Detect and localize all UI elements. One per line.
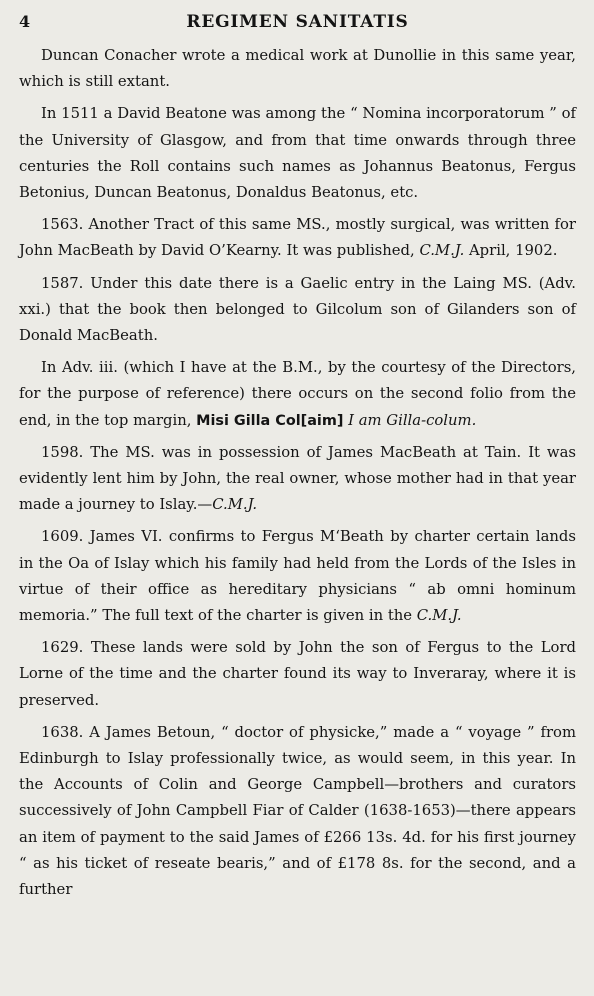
paragraph-text: In Adv. iii. (which I have at the B.M., by the courtesy of the Directors, for the purpose of reference) there occurs on the second folio from the end, in the top margin, [19, 359, 576, 429]
paragraph-text: 1609. James VI. confirms to Fergus M‘Beath by charter certain lands in the Oa of Islay which his family had held from the Lords of the Isles in virtue of their office as hereditary physicians “ ab omni hominum memoria.” The full text of the charter is given in the [19, 528, 576, 625]
gaelic-inscription-bold: Misi Gilla Col[aim] [196, 412, 344, 429]
running-title: REGIMEN SANITATIS [186, 12, 409, 32]
citation-italic: C.M.J. [416, 607, 462, 625]
paragraph-9 [19, 720, 576, 903]
paragraph-text: 1638. A James Betoun, “ doctor of physicke,” made a “ voyage ” from Edinburgh to Islay professionally twice, as would seem, in this year. In the Accounts of Colin and George Campbell—brothers and curators successively of John Campbell Fiar of Calder (1638-1653)—there appears an item of payment to the said James of £266 13s. 4d. for his first journey “ as his ticket of reseate bearis,” and of £178 8s. for the second, and a further [19, 723, 576, 899]
paragraph-8 [19, 635, 576, 714]
paragraph-text: 1563. Another Tract of this same MS., mostly surgical, was written for John MacBeath by David O’Kearny. It was published, [19, 216, 576, 260]
page-body [19, 43, 576, 903]
translation-italic: I am Gilla-colum. [348, 411, 477, 429]
page-number: 4 [19, 12, 31, 31]
paragraph-text: 1598. The MS. was in possession of James MacBeath at Tain. It was evidently lent him by John, the real owner, whose mother had in that year made a journey to Islay.— [19, 443, 576, 514]
paragraph-4 [19, 271, 576, 350]
citation-italic: C.M.J. [212, 496, 258, 514]
paragraph-text: Duncan Conacher wrote a medical work at Dunollie in this same year, which is still extant. [19, 47, 576, 91]
page-header [19, 10, 576, 36]
paragraph-text: 1629. These lands were sold by John the son of Fergus to the Lord Lorne of the time and the charter found its way to Inveraray, where it is preserved. [19, 639, 576, 709]
paragraph-3 [19, 212, 576, 264]
paragraph-7 [19, 524, 576, 629]
paragraph-2 [19, 101, 576, 206]
paragraph-5 [19, 355, 576, 434]
paragraph-text: In 1511 a David Beatone was among the “ Nomina incorporatorum ” of the University of Glasgow, and from that time onwards through three centuries the Roll contains such names as Johannus Beatonus, Fergus Betonius, Duncan Beatonus, Donaldus Beatonus, etc. [19, 105, 576, 202]
paragraph-text: April, 1902. [464, 242, 558, 260]
paragraph-1 [19, 43, 576, 95]
citation-italic: C.M.J. [419, 242, 465, 260]
paragraph-6 [19, 440, 576, 519]
paragraph-text: 1587. Under this date there is a Gaelic entry in the Laing MS. (Adv. xxi.) that the book then belonged to Gilcolum son of Gilanders son of Donald MacBeath. [19, 274, 576, 345]
